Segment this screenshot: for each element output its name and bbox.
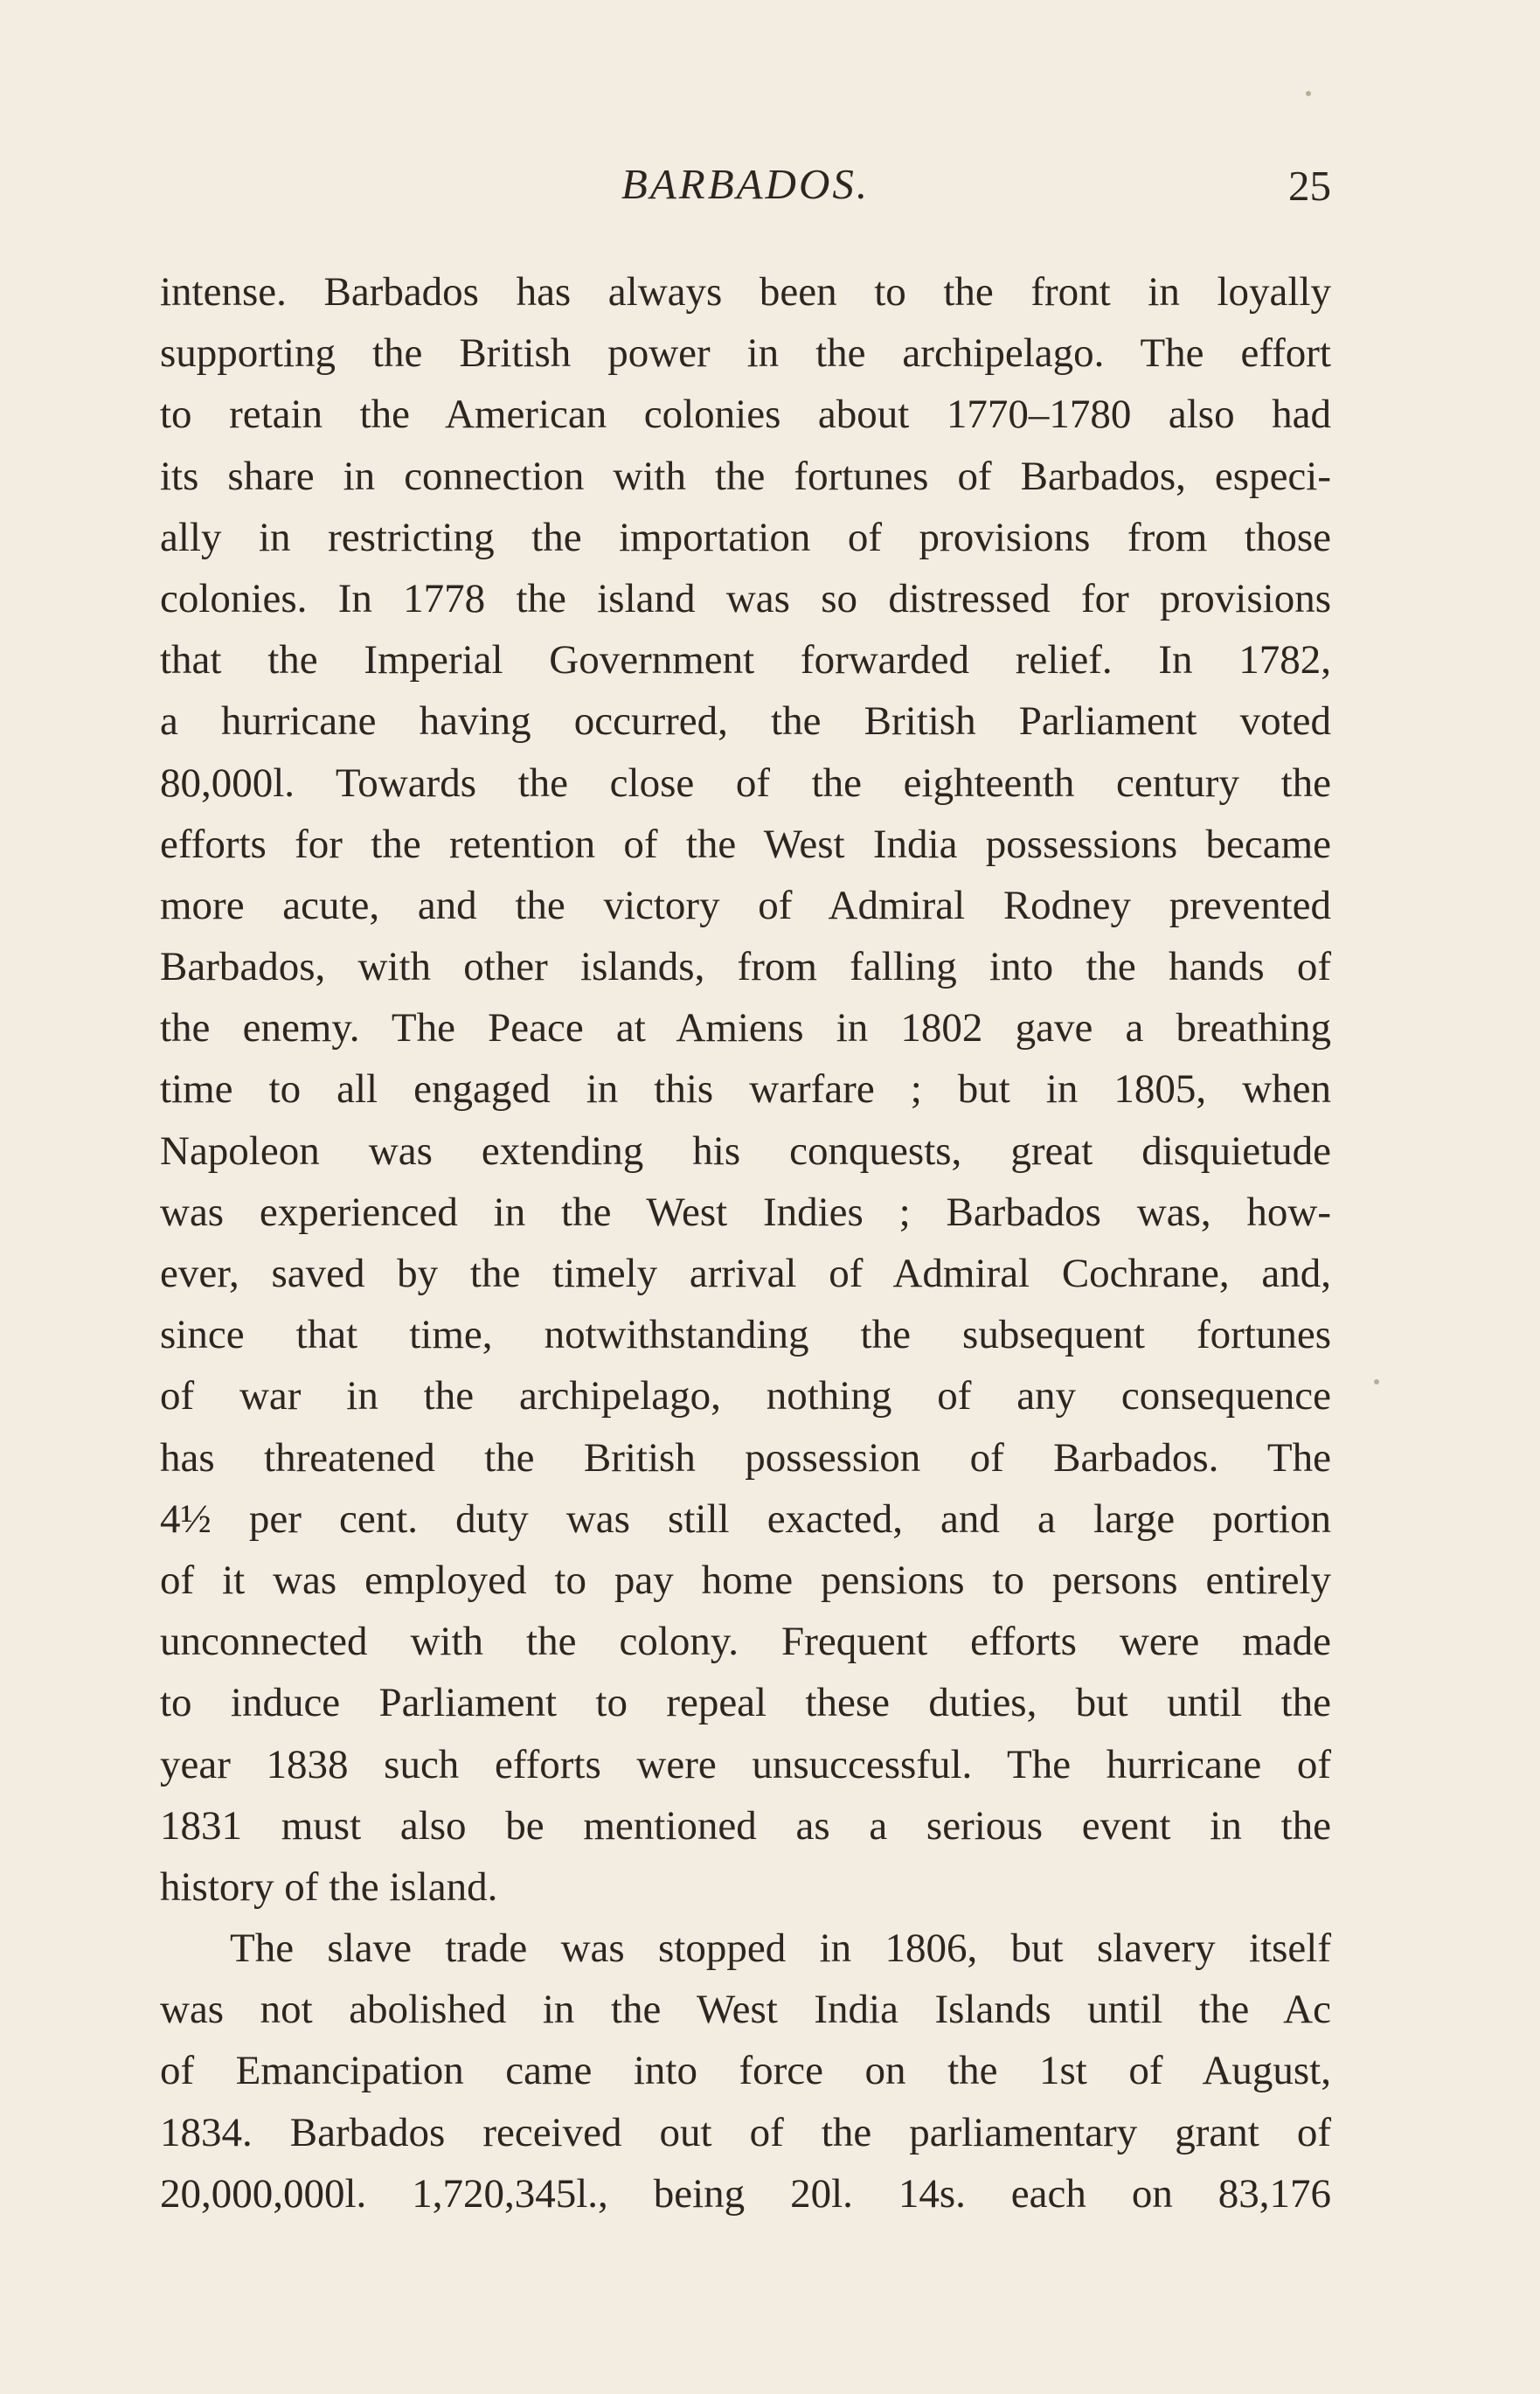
text-line: Barbados, with other islands, from falling into the hands of [160, 944, 1331, 990]
text-line: ever, saved by the timely arrival of Admiral Cochrane, and, [160, 1251, 1331, 1296]
paper-speck [1374, 1379, 1379, 1384]
text-line: since that time, notwithstanding the subsequent fortunes [160, 1312, 1331, 1358]
running-title: BARBADOS. [621, 160, 871, 208]
text-line: efforts for the retention of the West India possessions became [160, 821, 1331, 867]
text-line: a hurricane having occurred, the British Parliament voted [160, 698, 1331, 745]
text-line: of it was employed to pay home pensions to persons entirely [160, 1557, 1331, 1603]
text-line: Napoleon was extending his conquests, great disquietude [160, 1128, 1331, 1174]
text-line: colonies. In 1778 the island was so distressed for provisions [160, 575, 1331, 621]
text-line: intense. Barbados has always been to the front in loyally [160, 269, 1331, 315]
body-text [160, 261, 1331, 2224]
text-line: the enemy. The Peace at Amiens in 1802 gave a breathing [160, 1005, 1331, 1051]
text-line: year 1838 such efforts were unsuccessful. The hurricane of [160, 1741, 1331, 1787]
text-line: to retain the American colonies about 1770–1780 also had [160, 392, 1331, 438]
page-number: 25 [1288, 162, 1331, 210]
text-line: The slave trade was stopped in 1806, but slavery itself [230, 1926, 1331, 1972]
text-line: 1834. Barbados received out of the parliamentary grant of [160, 2109, 1331, 2155]
text-line: 20,000,000l. 1,720,345l., being 20l. 14s. each on 83,176 [160, 2170, 1331, 2217]
text-line: unconnected with the colony. Frequent efforts were made [160, 1619, 1331, 1665]
text-line: supporting the British power in the archipelago. The effort [160, 330, 1331, 377]
text-line: 80,000l. Towards the close of the eighteenth century the [160, 760, 1331, 806]
text-line: 4½ per cent. duty was still exacted, and a large portion [160, 1495, 1331, 1542]
text-line: was not abolished in the West India Islands until the Ac [160, 1987, 1331, 2033]
text-line: of war in the archipelago, nothing of any consequence [160, 1373, 1331, 1419]
text-line: of Emancipation came into force on the 1st of August, [160, 2048, 1331, 2094]
running-head [160, 154, 1331, 215]
text-line: was experienced in the West Indies ; Barbados was, how- [160, 1189, 1331, 1235]
text-line: its share in connection with the fortunes of Barbados, especi- [160, 453, 1331, 499]
text-line: history of the island. [160, 1863, 498, 1910]
paper-speck [1306, 91, 1311, 96]
text-line: that the Imperial Government forwarded relief. In 1782, [160, 637, 1331, 684]
text-line: has threatened the British possession of Barbados. The [160, 1434, 1331, 1481]
text-line: 1831 must also be mentioned as a serious event in the [160, 1802, 1331, 1849]
text-line: more acute, and the victory of Admiral Rodney prevented [160, 882, 1331, 928]
text-line: ally in restricting the importation of provisions from those [160, 514, 1331, 560]
text-line: time to all engaged in this warfare ; but in 1805, when [160, 1066, 1331, 1113]
text-line: to induce Parliament to repeal these duties, but until the [160, 1680, 1331, 1726]
